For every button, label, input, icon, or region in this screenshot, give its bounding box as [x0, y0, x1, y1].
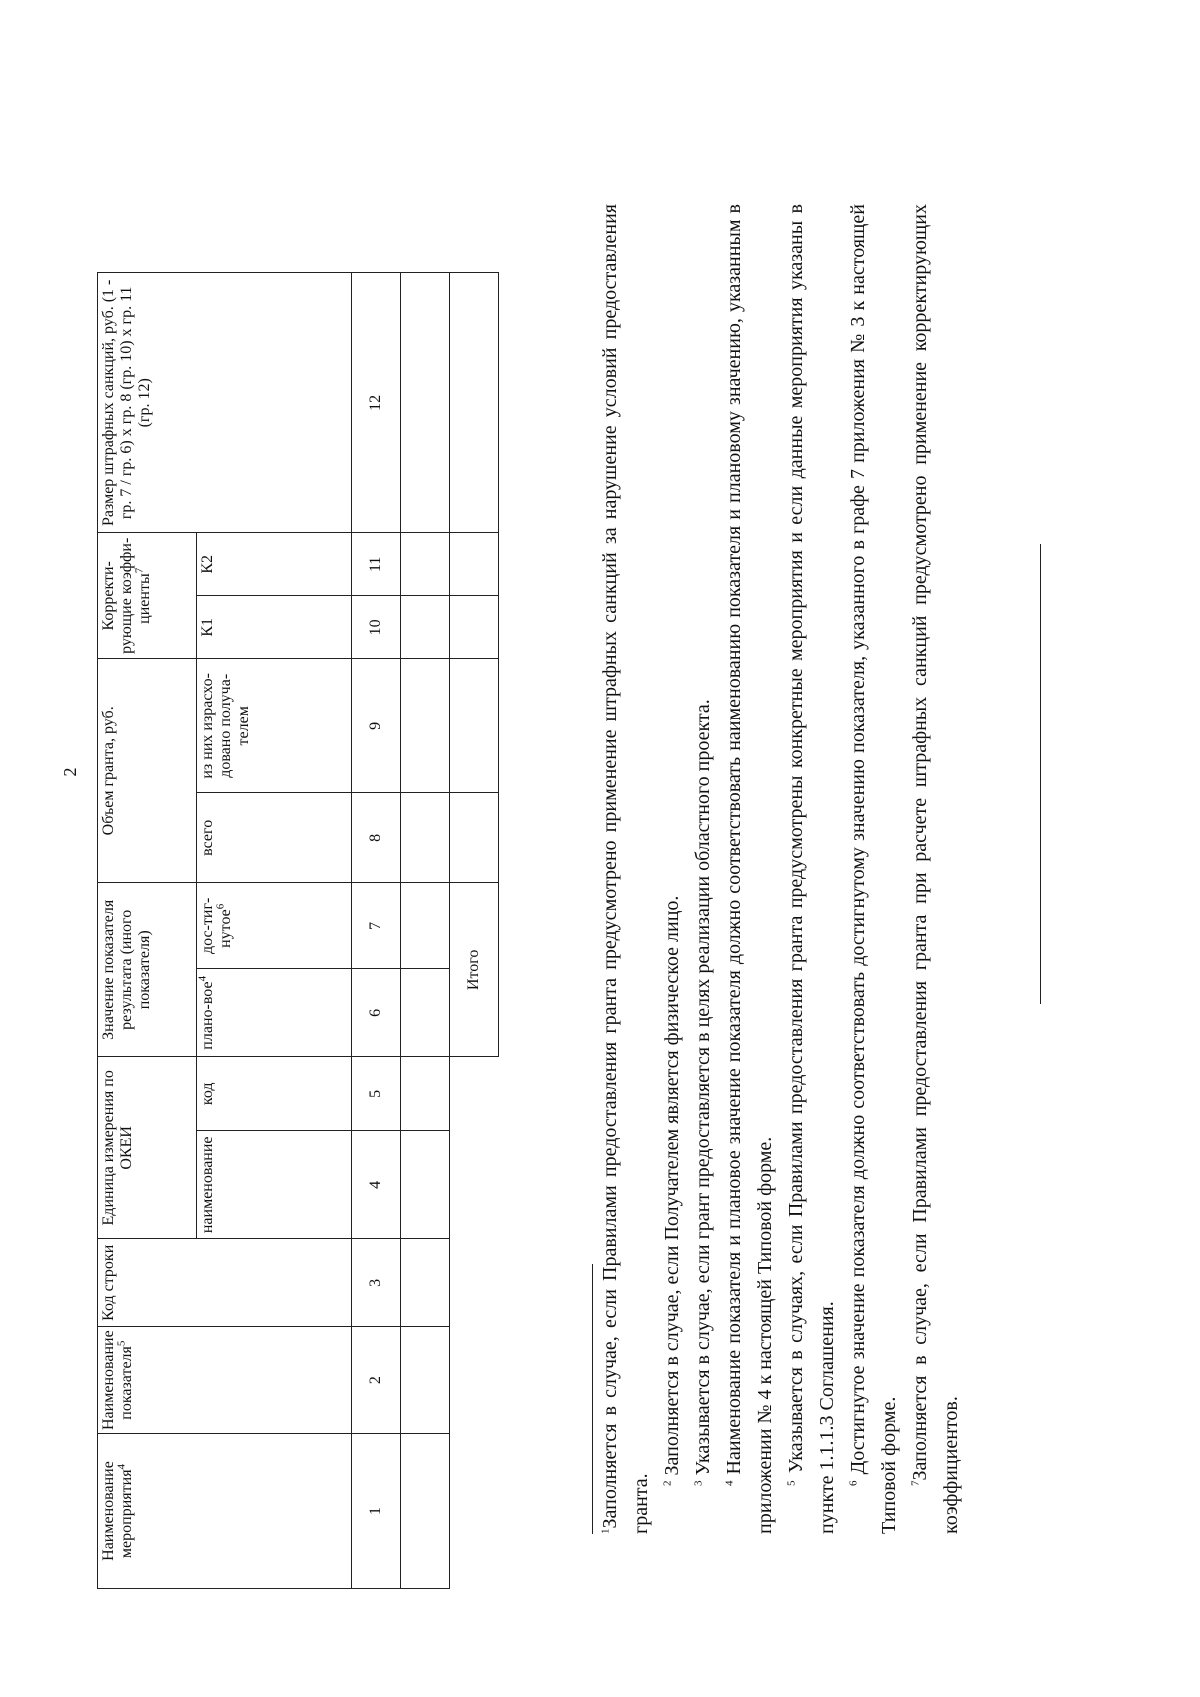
table-cell — [401, 596, 450, 659]
table-cell — [401, 793, 450, 883]
table-cell — [401, 1131, 450, 1239]
column-number: 3 — [352, 1239, 401, 1327]
header-grant-volume: Объем гранта, руб. — [98, 659, 197, 883]
column-number: 9 — [352, 659, 401, 793]
header-k1: К1 — [197, 596, 352, 659]
footnote-5: $^5$ Указывается в случаях, если Правилами предоставления гранта предусмотрены конкретные мероприятия и если данные мероприятия указаны в пункте 1.1.1.3 Соглашения. — [785, 204, 838, 1534]
penalty-table — [97, 272, 499, 1589]
header-penalty: Размер штрафных санкций, руб. (1 - гр. 7 / гр. 6) x гр. 8 (гр. 10) x гр. 11 (гр. 12) — [98, 273, 352, 533]
header-indicator-name: Наименование показателя$^5$ — [98, 1327, 352, 1434]
header-coefficients: Корректи-рующие коэффи-циенты$^7$ — [98, 533, 197, 659]
footnote-separator — [592, 1264, 593, 1534]
header-k2: К2 — [197, 533, 352, 596]
header-line-code: Код строки — [98, 1239, 352, 1327]
column-number: 6 — [352, 969, 401, 1057]
column-number: 4 — [352, 1131, 401, 1239]
table-cell — [401, 1057, 450, 1131]
total-cell — [450, 659, 499, 793]
column-number: 1 — [352, 1434, 401, 1589]
header-total: всего — [197, 793, 352, 883]
footnote-6: $^6$ Достигнутое значение показателя должно соответствовать достигнутому значению показателя, указанного в графе 7 приложения № 3 к настоящей Типовой форме. — [847, 204, 900, 1534]
header-unit-code: код — [197, 1057, 352, 1131]
header-event-name: Наименование мероприятия$^4$ — [98, 1434, 352, 1589]
table-cell — [401, 969, 450, 1057]
footnote-1: $^1$Заполняется в случае, если Правилами предоставления гранта предусмотрено применение штрафных санкций за нарушение условий предоставления гранта. — [599, 204, 652, 1534]
header-row-1 — [98, 273, 197, 1589]
footnote-2: $^2$ Заполняется в случае, если Получателем является физическое лицо. — [661, 895, 683, 1486]
table-row — [401, 273, 450, 1589]
total-row — [450, 273, 499, 1589]
header-achieved: дос-тиг-нутое$^6$ — [197, 883, 352, 969]
table-cell — [401, 273, 450, 533]
column-number: 11 — [352, 533, 401, 596]
column-number-row — [352, 273, 401, 1589]
table-cell — [401, 1327, 450, 1434]
header-result-value: Значение показателя результата (иного показателя) — [98, 883, 197, 1057]
table-cell — [401, 659, 450, 793]
header-spent: из них израсхо-довано получа-телем — [197, 659, 352, 793]
end-separator — [1040, 544, 1041, 1004]
table-cell — [401, 533, 450, 596]
column-number: 8 — [352, 793, 401, 883]
total-cell — [450, 793, 499, 883]
total-label: Итого — [450, 883, 499, 1057]
column-number: 2 — [352, 1327, 401, 1434]
footnote-4: $^4$ Наименование показателя и плановое значение показателя должно соответствовать наименованию показателя и плановому значению, указанным в приложении № 4 к настоящей Типовой форме. — [723, 203, 776, 1534]
column-number: 12 — [352, 273, 401, 533]
total-cell — [450, 533, 499, 596]
header-planned: плано-вое$^4$ — [197, 969, 352, 1057]
page-number: 2 — [60, 767, 80, 777]
table-cell — [401, 883, 450, 969]
column-number: 7 — [352, 883, 401, 969]
table-cell — [401, 1434, 450, 1589]
column-number: 5 — [352, 1057, 401, 1131]
footnote-3: $^3$ Указывается в случае, если грант предоставляется в целях реализации областного проекта. — [692, 699, 714, 1486]
total-cell — [450, 596, 499, 659]
total-cell — [450, 273, 499, 533]
table-cell — [401, 1239, 450, 1327]
footnote-7: $^7$Заполняется в случае, если Правилами предоставления гранта при расчете штрафных санкций предусмотрено применение корректирующих коэффициентов. — [909, 204, 962, 1534]
header-unit-name: наименование — [197, 1131, 352, 1239]
column-number: 10 — [352, 596, 401, 659]
header-unit: Единица измерения по ОКЕИ — [98, 1057, 197, 1239]
footnotes — [595, 204, 967, 1534]
